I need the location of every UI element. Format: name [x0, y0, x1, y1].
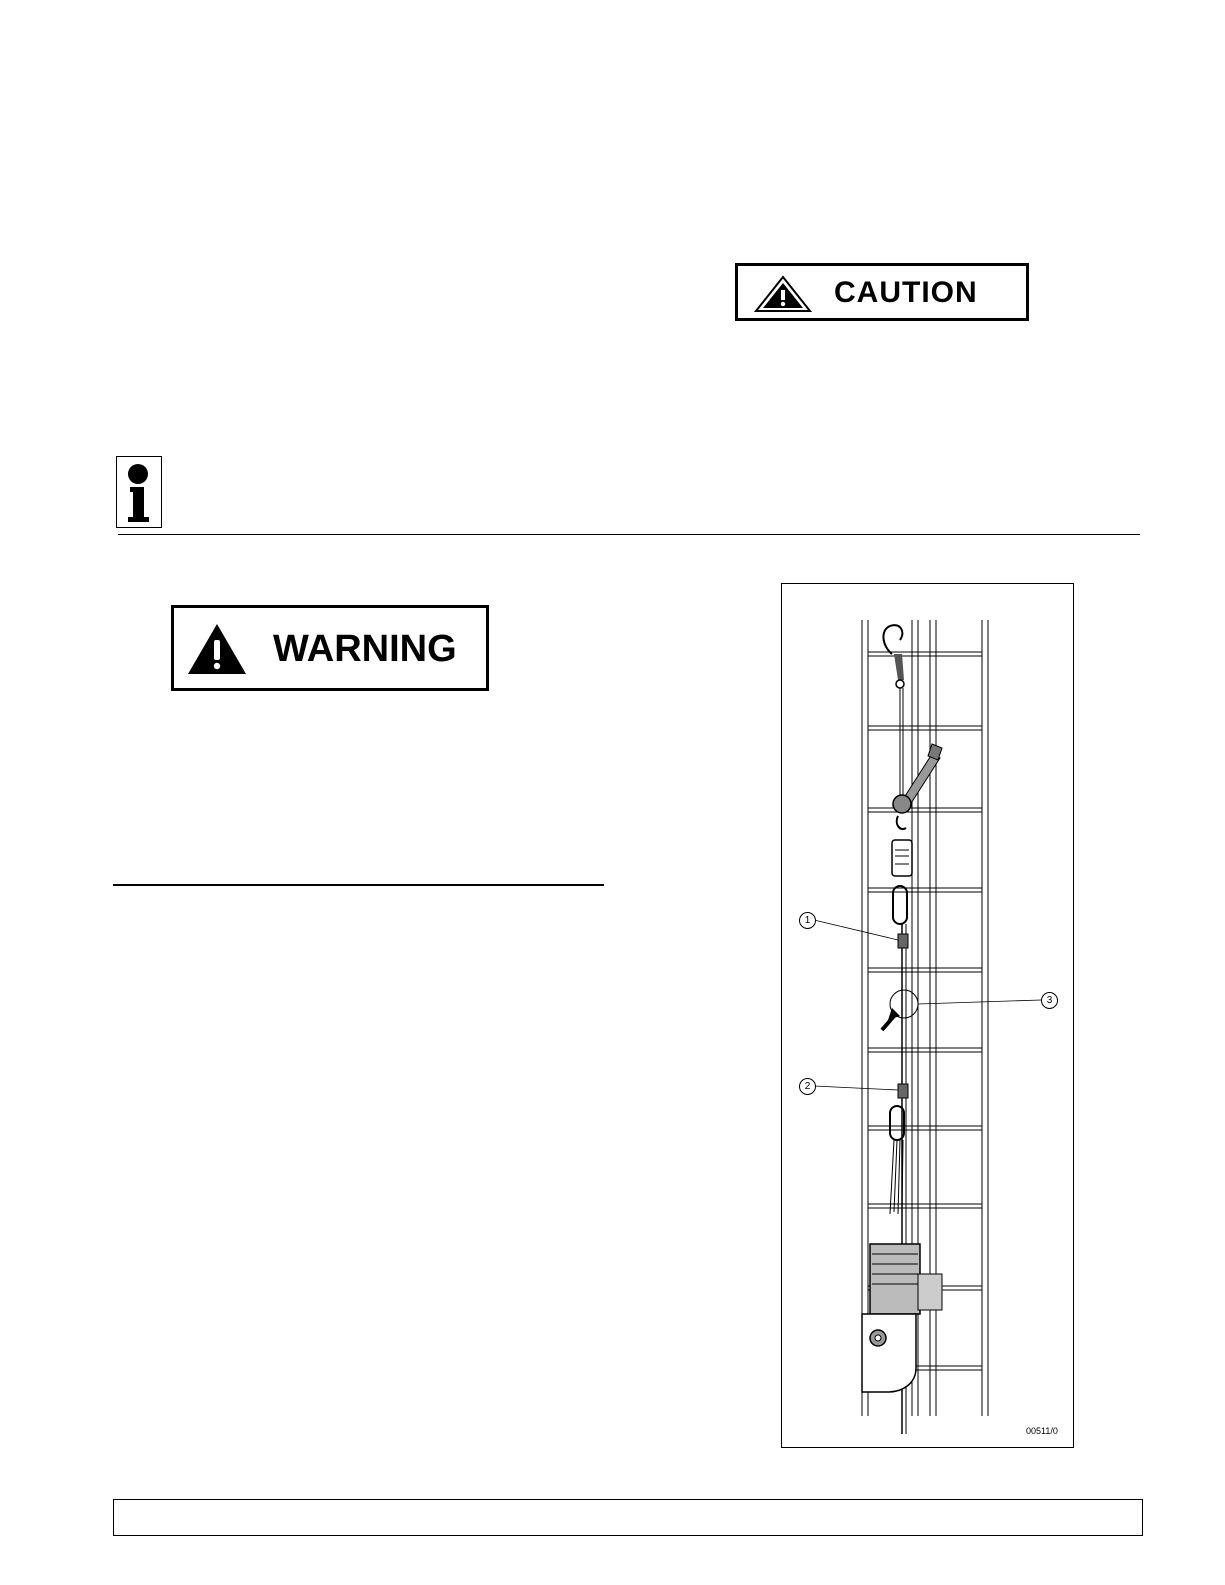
column-divider [113, 884, 604, 886]
info-icon [117, 457, 163, 529]
ladder-rope-figure [781, 583, 1074, 1448]
warning-triangle-icon [186, 622, 248, 676]
callout-2: 2 [799, 1078, 816, 1095]
warning-text: WARNING [273, 628, 457, 670]
info-note-box [116, 456, 162, 528]
caution-text: CAUTION [834, 276, 978, 309]
callout-3: 3 [1041, 992, 1058, 1009]
callout-1: 1 [799, 912, 816, 929]
warning-label [171, 605, 489, 691]
ladder-illustration [782, 584, 1075, 1449]
section-divider [118, 534, 1140, 535]
caution-label [735, 263, 1029, 321]
footer-box [113, 1499, 1143, 1536]
figure-id: 00511/0 [1026, 1426, 1058, 1436]
warning-triangle-icon [752, 274, 814, 314]
